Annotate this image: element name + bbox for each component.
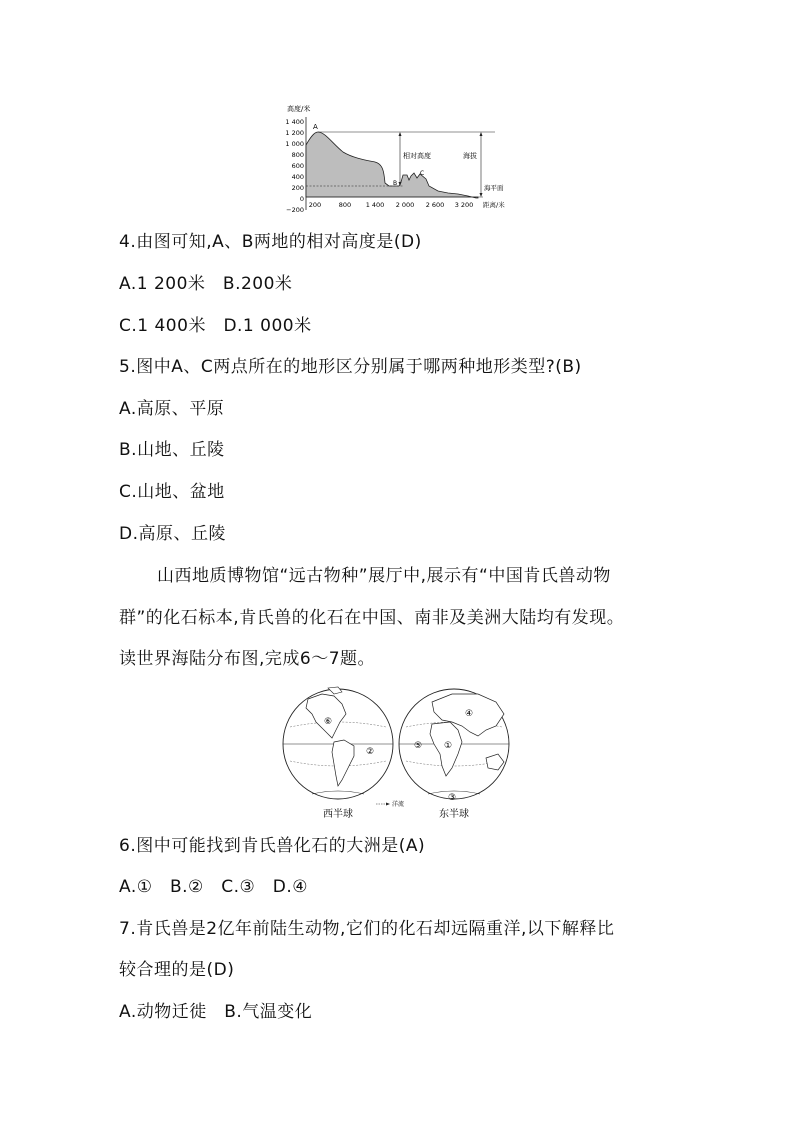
q5-option-c: C.山地、盆地 — [119, 482, 225, 502]
profile-x-ticks — [309, 201, 474, 209]
y-tick: 1 400 — [285, 118, 304, 126]
marker-3: ③ — [448, 793, 457, 803]
west-hemisphere-label: 西半球 — [323, 809, 353, 820]
legend-text: 洋流 — [392, 801, 405, 808]
q5-option-a: A.高原、平原 — [119, 399, 225, 419]
world-hemispheres-map — [282, 682, 520, 822]
passage-line3: 读世界海陆分布图,完成6～7题。 — [119, 649, 376, 669]
profile-x-axis-title: 距离/米 — [483, 201, 505, 209]
passage-line2: 群”的化石标本,肯氏兽的化石在中国、南非及美洲大陆均有发现。 — [119, 608, 625, 628]
x-tick: 3 200 — [454, 201, 474, 209]
label-point-a: A — [313, 123, 318, 131]
y-tick: 1 200 — [285, 129, 304, 137]
marker-6: ⑥ — [324, 717, 333, 727]
q6-stem: 6.图中可能找到肯氏兽化石的大洲是(A) — [119, 836, 426, 856]
q7-stem-line2: 较合理的是(D) — [119, 960, 235, 980]
q7-options-line1: A.动物迁徙 B.气温变化 — [119, 1002, 313, 1022]
marker-2: ② — [366, 747, 375, 757]
terrain-profile-figure — [283, 100, 513, 216]
q5-stem: 5.图中A、C两点所在的地形区分别属于哪两种地形类型?(B) — [119, 357, 582, 377]
x-tick: 2 600 — [425, 201, 445, 209]
q4-stem: 4.由图可知,A、B两地的相对高度是(D) — [119, 232, 422, 252]
x-tick: 2 000 — [395, 201, 415, 209]
q5-option-d: D.高原、丘陵 — [119, 524, 226, 544]
passage-line1: 山西地质博物馆“远古物种”展厅中,展示有“中国肯氏兽动物 — [157, 566, 611, 586]
q4-options-line2: C.1 400米 D.1 000米 — [119, 316, 312, 336]
profile-y-axis-title: 高度/米 — [287, 105, 311, 113]
y-tick: 800 — [291, 151, 304, 159]
western-hemisphere — [283, 687, 393, 799]
y-tick: 600 — [291, 162, 304, 170]
x-tick: 800 — [338, 201, 352, 209]
label-point-b: B — [393, 180, 398, 187]
terrain-profile-area — [306, 132, 478, 198]
label-point-c: C — [420, 170, 425, 177]
q5-option-b: B.山地、丘陵 — [119, 440, 225, 460]
label-sea-level: 海平面 — [484, 184, 504, 192]
label-altitude: 海拔 — [463, 152, 477, 160]
x-tick: 1 400 — [365, 201, 385, 209]
profile-y-ticks — [285, 118, 304, 214]
y-tick: 1 000 — [285, 140, 304, 148]
east-hemisphere-label: 东半球 — [439, 809, 469, 820]
q7-stem-line1: 7.肯氏兽是2亿年前陆生动物,它们的化石却远隔重洋,以下解释比 — [119, 919, 615, 939]
marker-1: ① — [444, 741, 453, 751]
q6-options: A.① B.② C.③ D.④ — [119, 877, 309, 897]
y-tick: 0 — [299, 195, 304, 203]
marker-4: ④ — [465, 709, 474, 719]
y-tick: −200 — [286, 206, 304, 214]
y-tick: 400 — [291, 173, 304, 181]
label-relative-height: 相对高度 — [403, 152, 431, 160]
marker-5: ⑤ — [414, 741, 423, 751]
eastern-hemisphere — [399, 689, 509, 803]
x-tick: 200 — [308, 201, 322, 209]
q4-options-line1: A.1 200米 B.200米 — [119, 274, 293, 294]
y-tick: 200 — [291, 184, 304, 192]
